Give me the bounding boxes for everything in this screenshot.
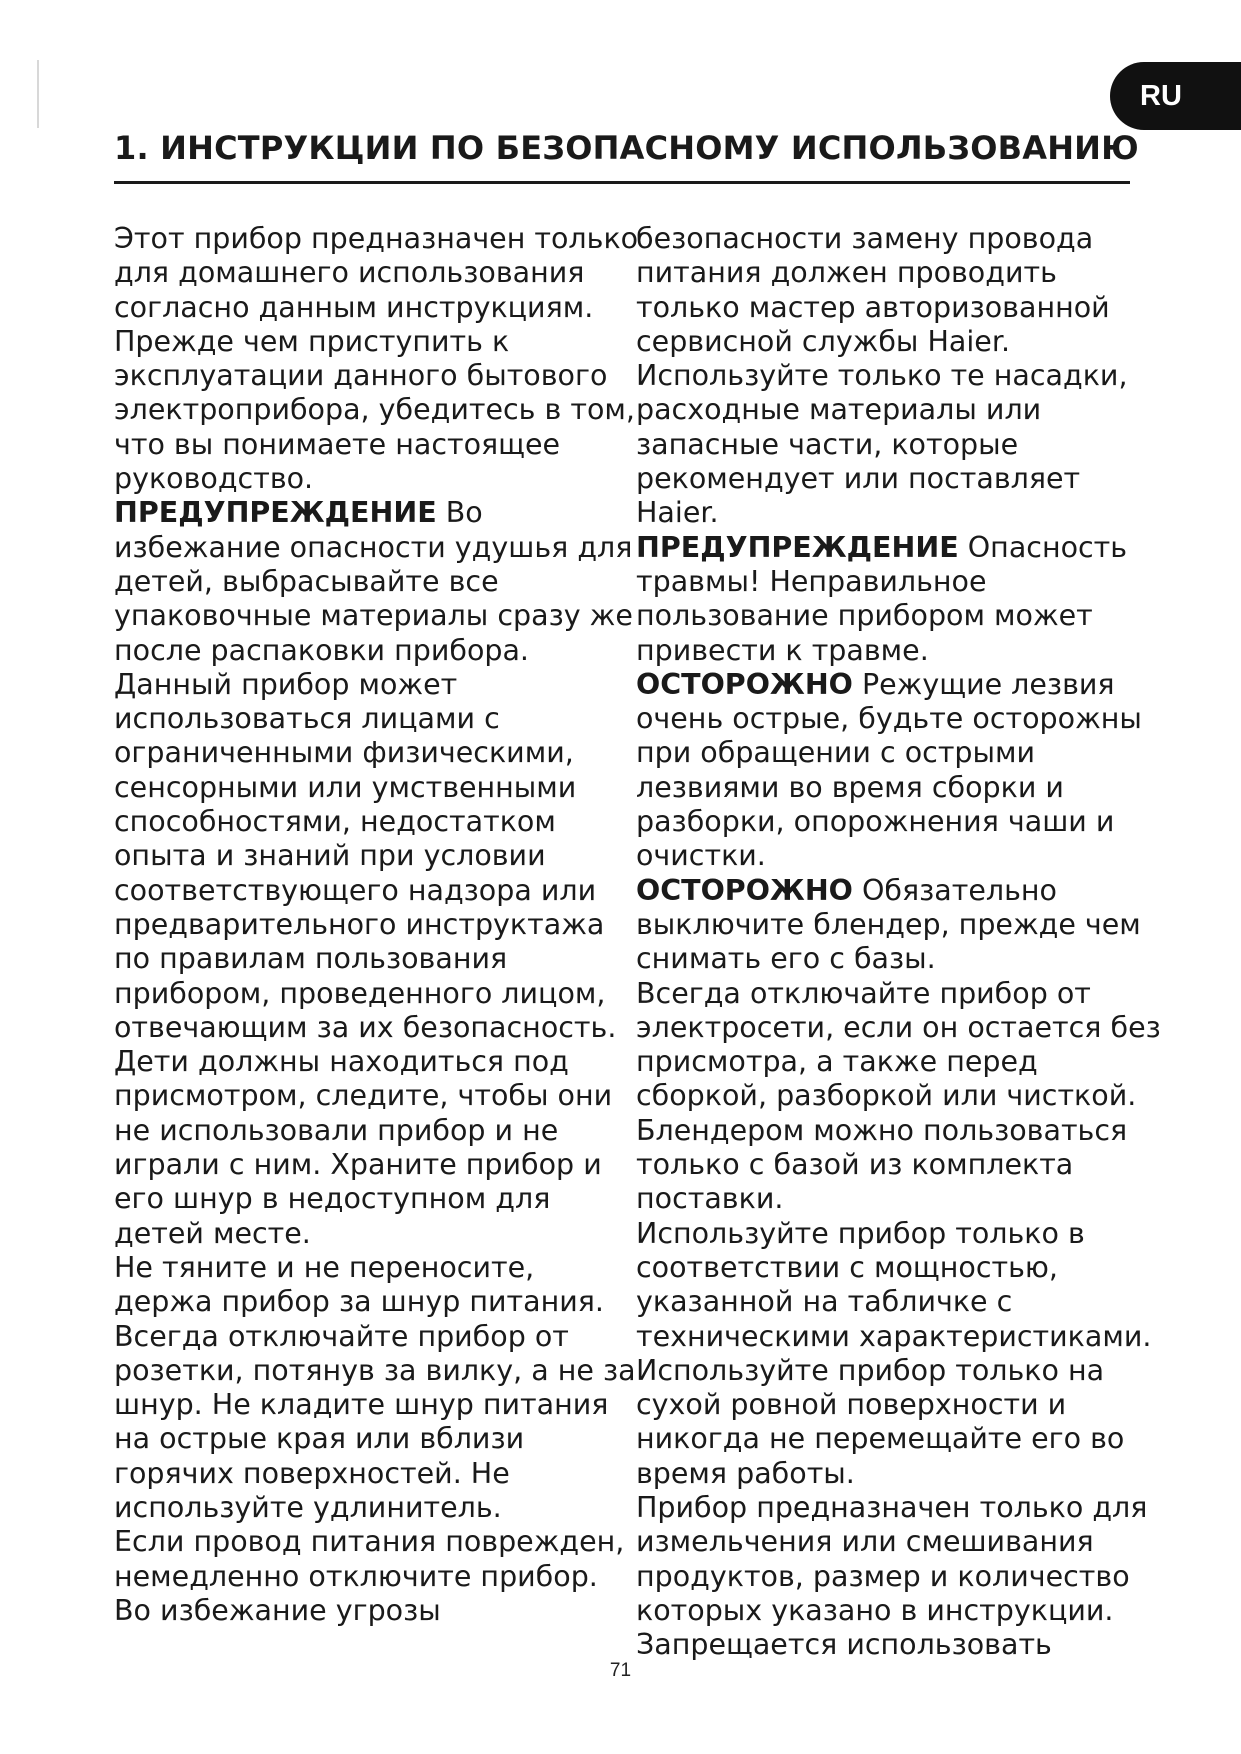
paragraph: Не тяните и не переносите, держа прибор за шнур питания. Всегда отключайте прибор от розетки, потянув за вилку, а не за шнур. Не кладите шнур питания на острые края или вблизи горячих поверхностей. Не используйте удлинитель. (114, 1250, 636, 1524)
paragraph: Если провод питания поврежден, немедленно отключите прибор. Во избежание угрозы (114, 1525, 625, 1627)
paragraph: безопасности замену провода питания должен проводить только мастер авторизованной сервисной службы Haier. (636, 222, 1110, 358)
page-number: 71 (609, 1660, 632, 1681)
paragraph: Прибор предназначен только для измельчения или смешивания продуктов, размер и количество которых указано в инструкции. Запрещается использовать (636, 1490, 1148, 1662)
language-label: RU (1140, 79, 1182, 112)
warning-paragraph (114, 496, 639, 667)
warning-label: ПРЕДУПРЕЖДЕНИЕ (636, 530, 959, 564)
paragraph: Всегда отключайте прибор от электросети, если он остается без присмотра, а также перед сборкой, разборкой или чисткой. (636, 976, 1161, 1113)
paragraph: Используйте только те насадки, расходные материалы или запасные части, которые рекомендует или поставляет Haier. (636, 359, 1128, 530)
paragraph: Дети должны находиться под присмотром, следите, чтобы они не использовали прибор и не играли с ним. Храните прибор и его шнур в недоступном для детей месте. (114, 1045, 613, 1250)
paragraph: Этот прибор предназначен только для домашнего использования согласно данным инструкциям. Прежде чем приступить к эксплуатации данного бытового электроприбора, убедитесь в том, что вы понимаете настоящее руководство. (114, 222, 639, 496)
left-column (114, 222, 639, 1628)
caution-text: Режущие лезвия очень острые, будьте осторожны при обращении с острыми лезвиями во время сборки и разборки, опорожнения чаши и очистки. (636, 667, 1142, 873)
caution-label: ОСТОРОЖНО (636, 873, 853, 907)
warning-paragraph (636, 531, 1161, 668)
caution-paragraph (636, 668, 1161, 874)
paragraph: Блендером можно пользоваться только с базой из комплекта поставки. (636, 1113, 1128, 1216)
caution-paragraph (636, 874, 1161, 977)
paragraph: Данный прибор может использоваться лицами с ограниченными физическими, сенсорными или умственными способностями, недостатком опыта и знаний при условии соответствующего надзора или предварительного инструктажа по правилам пользования прибором, проведенного лицом, отвечающим за их безопасность. (114, 667, 617, 1044)
language-tab (1110, 62, 1241, 130)
warning-text: Во избежание опасности удушья для детей, выбрасывайте все упаковочные материалы сразу же после распаковки прибора. (114, 496, 633, 667)
page-margin-line (37, 60, 39, 128)
paragraph: Используйте прибор только в соответствии с мощностью, указанной на табличке с техническими характеристиками. (636, 1216, 1152, 1353)
paragraph: Используйте прибор только на сухой ровной поверхности и никогда не перемещайте его во время работы. (636, 1353, 1125, 1490)
section-title: 1. ИНСТРУКЦИИ ПО БЕЗОПАСНОМУ ИСПОЛЬЗОВАНИЮ (114, 129, 1139, 167)
warning-label: ПРЕДУПРЕЖДЕНИЕ (114, 496, 437, 530)
warning-text: Опасность травмы! Неправильное пользование прибором может привести к травме. (636, 530, 1128, 667)
caution-text: Обязательно выключите блендер, прежде чем снимать его с базы. (636, 873, 1141, 976)
title-underline (114, 181, 1130, 184)
caution-label: ОСТОРОЖНО (636, 667, 853, 701)
right-column (636, 222, 1161, 1662)
